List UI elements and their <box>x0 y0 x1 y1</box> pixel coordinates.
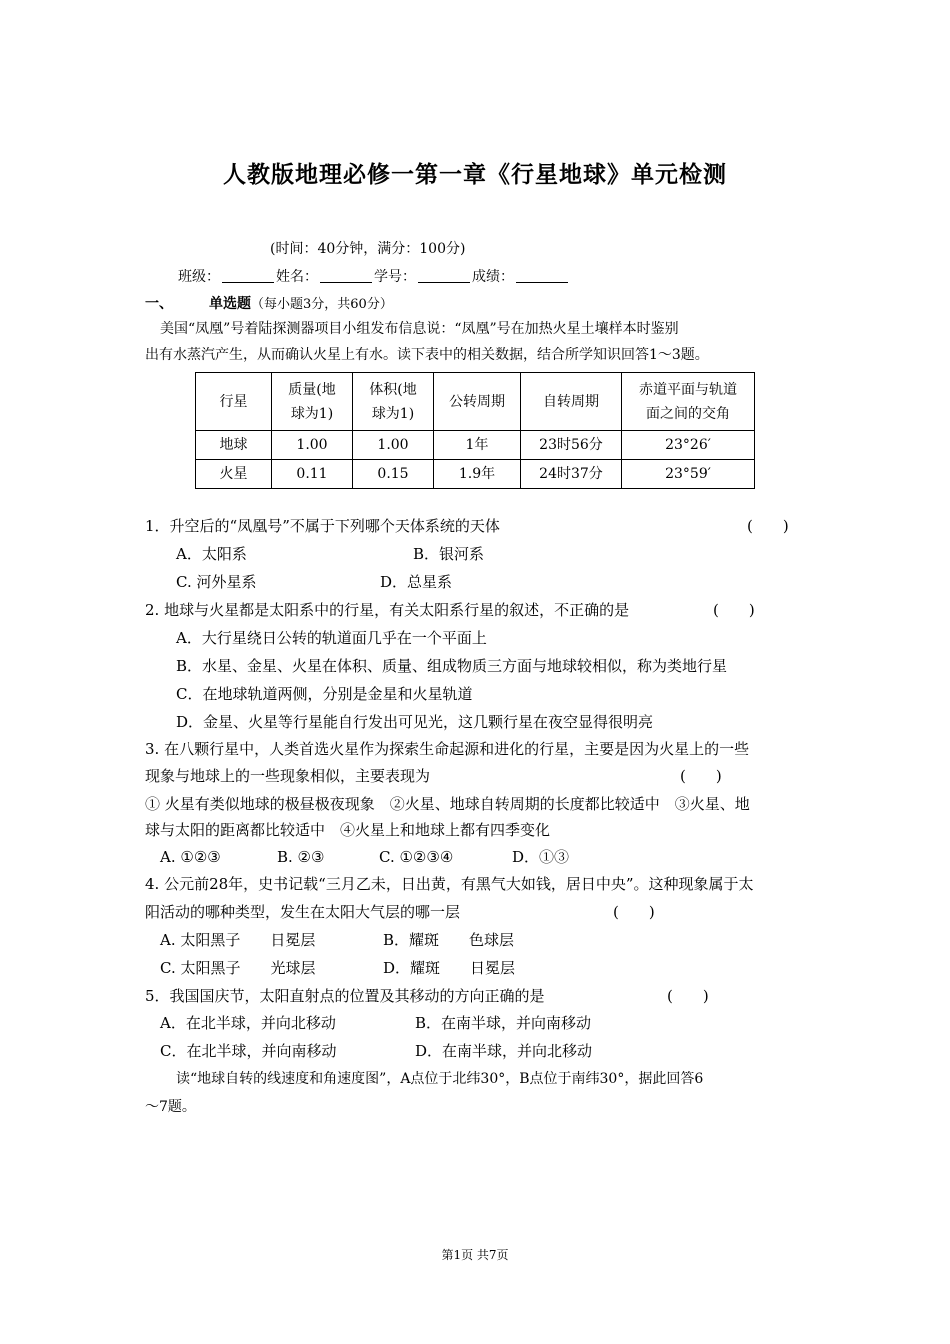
class-blank[interactable] <box>222 282 274 283</box>
table-cell: 24时37分 <box>521 460 622 489</box>
answer-paren[interactable]: ( ) <box>680 767 722 785</box>
table-cell: 23时56分 <box>521 431 622 460</box>
option-a: A．在北半球，并向北移动 <box>160 1014 336 1032</box>
table-header-cell: 赤道平面与轨道 面之间的交角 <box>622 373 755 431</box>
question-3-text: 现象与地球上的一些现象相似，主要表现为 <box>145 767 431 785</box>
answer-paren[interactable]: ( ) <box>713 601 755 619</box>
table-cell: 0.15 <box>353 460 434 489</box>
table-header-cell: 体积(地 球为1) <box>353 373 434 431</box>
option-d: D．总星系 <box>380 573 453 591</box>
table-row <box>196 431 755 460</box>
table-header-cell: 质量(地 球为1) <box>272 373 353 431</box>
table-header-row <box>196 373 755 431</box>
id-label: 学号： <box>374 269 416 285</box>
option-b: B. ②③ <box>277 848 325 866</box>
student-info-fields <box>178 270 570 284</box>
table-cell: 1.9年 <box>434 460 521 489</box>
answer-paren[interactable]: ( ) <box>613 903 655 921</box>
page-title: 人教版地理必修一第一章《行星地球》单元检测 <box>223 161 727 188</box>
option-d: D．耀斑 日冕层 <box>383 959 516 977</box>
table-row <box>196 460 755 489</box>
page-footer: 第1页 共7页 <box>441 1248 509 1262</box>
answer-paren[interactable]: ( ) <box>667 987 709 1005</box>
question-4-text: 4. 公元前28年，史书记载“三月乙未，日出黄，有黑气大如钱，居日中央”。这种现象属于太 <box>145 875 754 893</box>
option-d: D．①③ <box>512 848 570 866</box>
option-b: B．耀斑 色球层 <box>383 931 515 949</box>
planet-data-table <box>195 372 755 489</box>
id-blank[interactable] <box>418 282 470 283</box>
name-blank[interactable] <box>320 282 372 283</box>
score-label: 成绩： <box>472 269 514 285</box>
option-c: C. 河外星系 <box>176 573 257 591</box>
option-b: B．银河系 <box>413 545 485 563</box>
question-3-text: 3. 在八颗行星中，人类首选火星作为探索生命起源和进化的行星，主要是因为火星上的一些 <box>145 740 750 758</box>
question-5-text: 5．我国国庆节，太阳直射点的位置及其移动的方向正确的是 <box>145 987 545 1005</box>
section-title: 单选题 <box>209 296 251 312</box>
table-cell: 0.11 <box>272 460 353 489</box>
section-number: 一、 <box>145 296 173 312</box>
section-note: （每小题3分，共60分） <box>251 297 393 312</box>
intro-line: 出有水蒸汽产生，从而确认火星上有水。读下表中的相关数据，结合所学知识回答1～3题。 <box>145 347 709 363</box>
question-1-text: 1．升空后的“凤凰号”不属于下列哪个天体系统的天体 <box>145 517 500 535</box>
table-cell: 1年 <box>434 431 521 460</box>
question-3-statements: 球与太阳的距离都比较适中 ④火星上和地球上都有四季变化 <box>145 821 551 839</box>
table-header-cell: 自转周期 <box>521 373 622 431</box>
intro-line: ～7题。 <box>145 1099 196 1115</box>
table-cell: 火星 <box>196 460 272 489</box>
option-c: C．在北半球，并向南移动 <box>160 1042 337 1060</box>
table-cell: 地球 <box>196 431 272 460</box>
table-header-cell: 行星 <box>196 373 272 431</box>
question-4-text: 阳活动的哪种类型，发生在太阳大气层的哪一层 <box>145 903 461 921</box>
option-b: B．水星、金星、火星在体积、质量、组成物质三方面与地球较相似，称为类地行星 <box>176 657 728 675</box>
exam-meta: (时间：40分钟，满分：100分) <box>270 241 466 257</box>
section-heading <box>145 297 393 311</box>
answer-paren[interactable]: ( ) <box>747 517 789 535</box>
intro-line: 读“地球自转的线速度和角速度图”，A点位于北纬30°，B点位于南纬30°，据此回答6 <box>176 1071 704 1087</box>
option-a: A. 太阳黑子 日冕层 <box>160 931 316 949</box>
option-c: C．在地球轨道两侧，分别是金星和火星轨道 <box>176 685 473 703</box>
table-cell: 23°26′ <box>622 431 755 460</box>
option-c: C. ①②③④ <box>379 848 454 866</box>
table-cell: 1.00 <box>353 431 434 460</box>
intro-line: 美国“凤凰”号着陆探测器项目小组发布信息说：“凤凰”号在加热火星土壤样本时鉴别 <box>160 321 679 337</box>
question-3-statements: ① 火星有类似地球的极昼极夜现象 ②火星、地球自转周期的长度都比较适中 ③火星、地 <box>145 795 750 813</box>
option-d: D．在南半球，并向北移动 <box>415 1042 593 1060</box>
class-label: 班级： <box>178 269 220 285</box>
table-header-cell: 公转周期 <box>434 373 521 431</box>
option-a: A. ①②③ <box>160 848 221 866</box>
option-c: C. 太阳黑子 光球层 <box>160 959 316 977</box>
table-cell: 1.00 <box>272 431 353 460</box>
option-d: D．金星、火星等行星能自行发出可见光，这几颗行星在夜空显得很明亮 <box>176 713 654 731</box>
score-blank[interactable] <box>516 282 568 283</box>
option-b: B．在南半球，并向南移动 <box>415 1014 592 1032</box>
question-2-text: 2. 地球与火星都是太阳系中的行星，有关太阳系行星的叙述，不正确的是 <box>145 601 630 619</box>
option-a: A．大行星绕日公转的轨道面几乎在一个平面上 <box>176 629 487 647</box>
option-a: A．太阳系 <box>176 545 247 563</box>
name-label: 姓名： <box>276 269 318 285</box>
table-cell: 23°59′ <box>622 460 755 489</box>
